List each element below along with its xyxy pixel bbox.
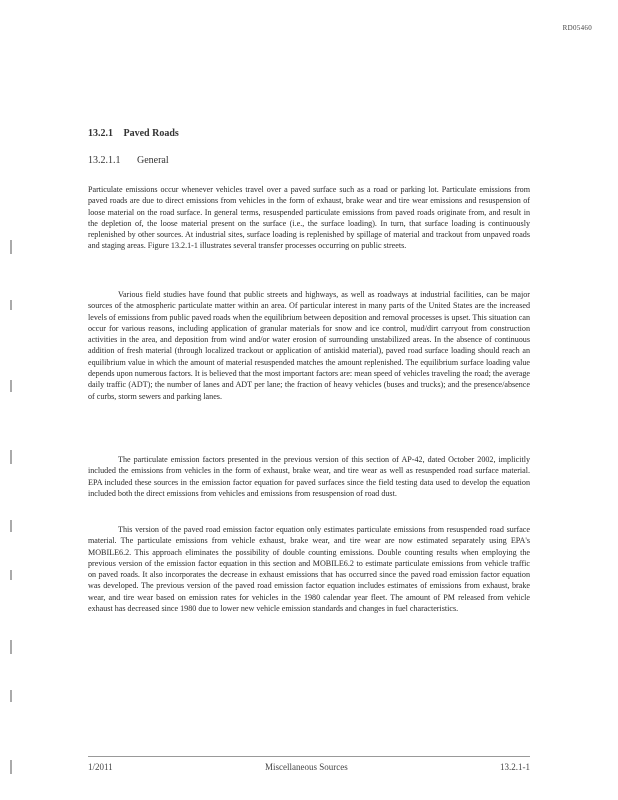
paragraph: The particulate emission factors presented in the previous version of this section of AP-42, dated October 2002, implicitly included the emissions from vehicles in the form of exhaust, brake wear, and tire wear as well as resuspended road surface material. EPA included these sources in the emission factor equation for paved surfaces since the field testing data used to develop the equation included both the direct emissions from vehicles and emissions from resuspension of road dust.: [88, 455, 530, 498]
paragraph: Particulate emissions occur whenever vehicles travel over a paved surface such as a road or parking lot. Particulate emissions from paved roads are due to direct emissions from vehicles in the form of exhaust, brake wear and tire wear emissions and resuspension of loose material on the road surface. In general terms, resuspended particulate emissions from paved roads originate from, and result in the depletion of, the loose material present on the surface (i.e., the surface loading). In turn, that surface loading is continuously replenished by other sources. At industrial sites, surface loading is replenished by spillage of material and trackout from unpaved roads and staging areas. Figure 13.2.1-1 illustrates several transfer processes occurring on public streets.: [88, 185, 530, 251]
scan-mark: [10, 380, 12, 392]
scan-mark: [10, 640, 12, 654]
section-number: 13.2.1: [88, 128, 113, 139]
scan-margin-marks: [8, 240, 18, 780]
footer-title: Miscellaneous Sources: [264, 762, 348, 772]
section-title: Paved Roads: [123, 128, 179, 139]
document-code: RD05460: [562, 24, 592, 32]
subsection-number: 13.2.1.1: [88, 155, 121, 166]
scan-mark: [10, 760, 12, 774]
scan-mark: [10, 520, 12, 532]
section-heading: [88, 128, 179, 139]
paragraph: Various field studies have found that public streets and highways, as well as roadways at industrial facilities, can be major sources of the atmospheric particulate matter within an area. Of particular interest in many parts of the United States are the increased levels of emissions from public paved roads when the equilibrium between deposition and removal processes is upset. This situation can occur for various reasons, including application of granular materials for snow and ice control, mud/dirt carryout from construction activities in the area, and deposition from wind and/or water erosion of surrounding unstabilized areas. In the absence of continuous addition of fresh material (through localized trackout or application of antiskid material), paved road surface loading should reach an equilibrium value in which the amount of material resuspended matches the amount replenished. The equilibrium surface loading value depends upon numerous factors. It is believed that the most important factors are: mean speed of vehicles traveling the road; the average daily traffic (ADT); the number of lanes and ADT per lane; the fraction of heavy vehicles (buses and trucks); and the presence/absence of curbs, storm sewers and parking lanes.: [88, 290, 530, 401]
footer-divider: [88, 756, 530, 757]
footer-date: 1/2011: [88, 762, 113, 772]
subsection-heading: [88, 155, 169, 166]
page-footer: [88, 762, 530, 772]
scan-mark: [10, 450, 12, 464]
subsection-title: General: [137, 155, 169, 166]
scan-mark: [10, 240, 12, 254]
scan-mark: [10, 300, 12, 310]
footer-page-number: 13.2.1-1: [500, 762, 530, 772]
paragraph: This version of the paved road emission factor equation only estimates particulate emissions from resuspended road surface material. The particulate emissions from vehicle exhaust, brake wear, and tire wear are now estimated separately using EPA's MOBILE6.2. This approach eliminates the possibility of double counting emissions. Double counting results when employing the previous version of the emission factor equation in this section and MOBILE6.2 to estimate particulate emissions from vehicle traffic on paved roads. It also incorporates the decrease in exhaust emissions that has occurred since the paved road emission factor equation was developed. The previous version of the paved road emission factor equation includes estimates of emissions from exhaust, brake wear, and tire wear based on emission rates for vehicles in the 1980 calendar year fleet. The amount of PM released from vehicle exhaust has decreased since 1980 due to lower new vehicle emission standards and changes in fuel characteristics.: [88, 525, 530, 614]
scan-mark: [10, 690, 12, 702]
scan-mark: [10, 570, 12, 580]
